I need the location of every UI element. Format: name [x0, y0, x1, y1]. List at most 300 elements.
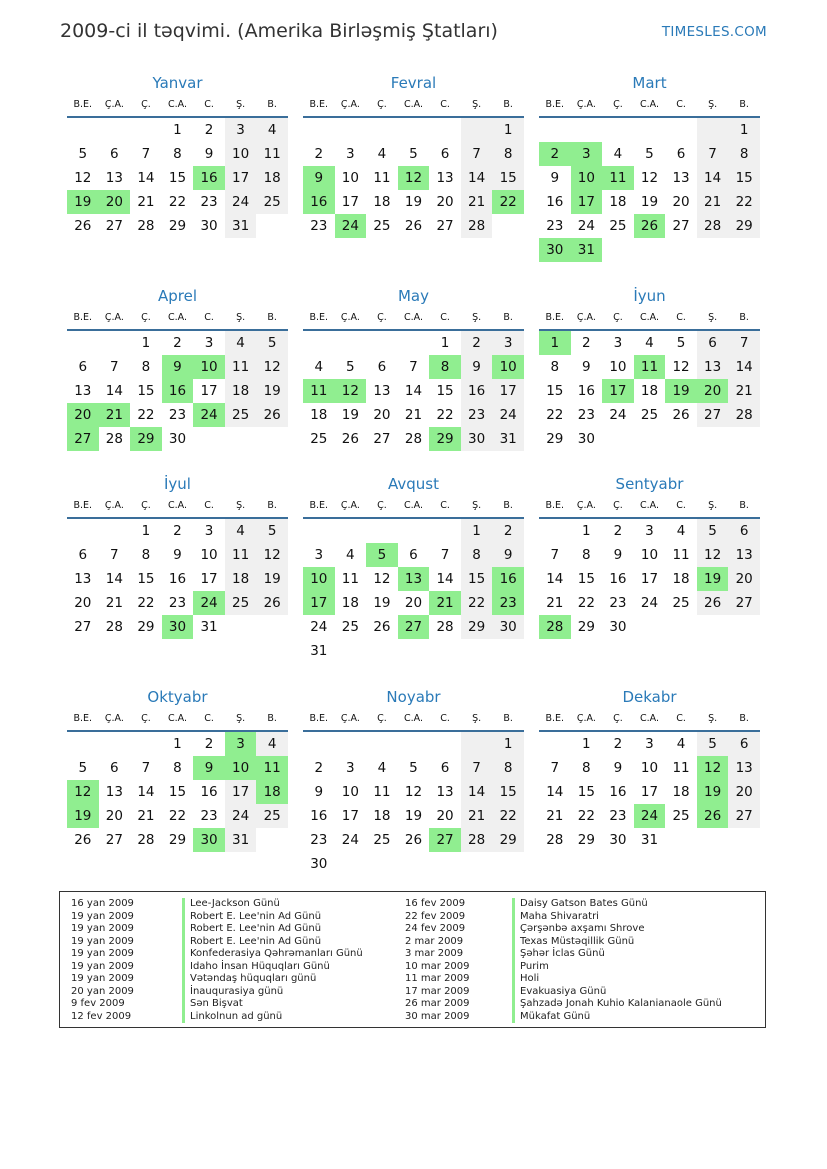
day-cell: 6	[377, 359, 387, 375]
day-cell: 4	[645, 335, 654, 351]
day-cell: 12	[404, 784, 423, 800]
day-cell: 1	[582, 736, 591, 752]
weekday-label: B.E.	[309, 500, 329, 511]
day-cell: 24	[310, 619, 328, 635]
day-cell: 26	[373, 619, 391, 635]
empty-cell	[335, 331, 367, 355]
day-cell: 12	[373, 571, 391, 587]
weekday-label: Ç.	[377, 713, 387, 724]
empty-cell	[429, 519, 461, 543]
holiday-day-cell: 19	[665, 379, 697, 403]
day-cell: 29	[137, 619, 155, 635]
day-cell: 8	[550, 359, 560, 375]
legend-holiday-name: Konfederasiya Qəhrəmanları Günü	[182, 948, 363, 961]
weekday-label: C.A.	[403, 99, 423, 110]
day-cell: 19	[640, 194, 659, 210]
legend-left-names	[182, 898, 363, 1023]
holiday-day-cell: 13	[398, 567, 430, 591]
weekday-label: B.	[267, 713, 277, 724]
month-name: Avqust	[388, 475, 439, 493]
day-cell: 3	[314, 547, 324, 563]
day-grid	[303, 118, 524, 238]
legend-holiday-date: 17 mar 2009	[405, 985, 470, 997]
day-cell: 25	[341, 619, 359, 635]
day-cell: 8	[141, 359, 151, 375]
weekday-header	[67, 708, 288, 732]
holiday-day-cell: 10	[303, 567, 335, 591]
weekday-label: B.	[503, 500, 513, 511]
day-cell: 30	[310, 856, 328, 872]
day-cell: 20	[436, 194, 454, 210]
weekday-label: Ç.	[613, 312, 623, 323]
weekday-label: B.E.	[73, 99, 93, 110]
day-cell: 31	[200, 619, 218, 635]
weekday-label: Ç.A.	[104, 312, 124, 323]
empty-cell	[571, 118, 603, 142]
day-cell: 5	[645, 146, 654, 162]
empty-cell	[99, 519, 131, 543]
weekday-label: Ç.	[613, 500, 623, 511]
legend-right-dates	[405, 898, 470, 1023]
day-cell: 11	[672, 547, 690, 563]
empty-cell	[398, 519, 430, 543]
month-name: Sentyabr	[615, 475, 684, 493]
day-cell: 3	[645, 736, 654, 752]
day-cell: 3	[613, 335, 623, 351]
day-cell: 18	[373, 808, 391, 824]
day-cell: 6	[676, 146, 686, 162]
holiday-day-cell: 9	[162, 355, 194, 379]
empty-cell	[67, 118, 99, 142]
weekday-label: Ş.	[472, 713, 482, 724]
day-cell: 7	[110, 359, 119, 375]
day-cell: 11	[341, 571, 359, 587]
day-cell: 7	[550, 547, 560, 563]
weekday-label: C.	[204, 500, 214, 511]
day-cell: 10	[640, 760, 659, 776]
holiday-day-cell: 22	[492, 190, 524, 214]
day-grid	[303, 732, 524, 876]
day-cell: 28	[461, 828, 493, 852]
day-cell: 16	[609, 784, 627, 800]
day-cell: 14	[105, 571, 123, 587]
empty-cell	[366, 118, 398, 142]
weekday-label: Ş.	[708, 99, 718, 110]
day-cell: 28	[105, 619, 123, 635]
weekday-label: B.	[267, 500, 277, 511]
weekday-label: Ç.A.	[104, 713, 124, 724]
day-cell: 9	[492, 543, 524, 567]
weekday-label: B.E.	[545, 500, 565, 511]
weekday-label: C.	[440, 713, 450, 724]
day-cell: 19	[373, 595, 391, 611]
day-cell: 23	[168, 595, 187, 611]
month-name: Aprel	[157, 287, 198, 305]
holiday-day-cell: 19	[697, 780, 729, 804]
legend-holiday-date: 24 fev 2009	[405, 923, 466, 934]
holiday-day-cell: 3	[225, 732, 257, 756]
day-cell: 5	[78, 760, 88, 776]
day-cell: 2	[314, 146, 324, 162]
legend-holiday-name: Vətəndaş hüquqları günü	[182, 973, 363, 986]
day-cell: 4	[676, 523, 686, 539]
day-cell: 11	[373, 170, 391, 186]
day-cell: 4	[225, 331, 257, 355]
day-cell: 19	[404, 808, 423, 824]
day-grid	[303, 519, 524, 663]
weekday-label: B.E.	[73, 312, 93, 323]
day-cell: 23	[609, 595, 627, 611]
month-name: Yanvar	[152, 74, 203, 92]
weekday-label: C.	[676, 99, 686, 110]
legend-holiday-date: 3 mar 2009	[405, 948, 464, 959]
day-grid	[303, 331, 524, 451]
day-cell: 24	[225, 804, 257, 828]
holiday-day-cell: 12	[67, 780, 99, 804]
day-cell: 4	[377, 760, 387, 776]
day-cell: 12	[74, 170, 92, 186]
weekday-label: C.	[204, 713, 214, 724]
empty-cell	[130, 118, 162, 142]
holiday-day-cell: 27	[398, 615, 430, 639]
legend-holiday-name: Purim	[512, 961, 722, 974]
day-cell: 2	[492, 519, 524, 543]
day-cell: 2	[173, 523, 182, 539]
empty-cell	[99, 331, 131, 355]
weekday-label: C.	[676, 713, 686, 724]
day-cell: 1	[492, 732, 524, 756]
day-cell: 25	[310, 431, 328, 447]
legend-holiday-name: Daisy Gatson Bates Günü	[512, 898, 722, 911]
day-cell: 20	[436, 808, 454, 824]
day-cell: 9	[550, 170, 560, 186]
month-4	[303, 285, 524, 451]
day-cell: 21	[461, 804, 493, 828]
day-cell: 8	[173, 760, 182, 776]
day-cell: 30	[577, 431, 595, 447]
day-cell: 9	[582, 359, 591, 375]
weekday-label: C.A.	[167, 99, 187, 110]
day-cell: 25	[672, 808, 690, 824]
day-cell: 24	[492, 403, 524, 427]
day-cell: 31	[492, 427, 524, 451]
day-cell: 15	[168, 784, 187, 800]
day-cell: 14	[546, 571, 564, 587]
day-cell: 27	[105, 832, 123, 848]
holiday-day-cell: 10	[492, 355, 524, 379]
legend-holiday-date: 16 fev 2009	[405, 898, 466, 909]
day-cell: 17	[341, 194, 359, 210]
day-cell: 13	[74, 383, 92, 399]
weekday-label: B.	[503, 312, 513, 323]
holiday-day-cell: 26	[634, 214, 666, 238]
month-name: May	[397, 287, 429, 305]
month-name: Fevral	[390, 74, 437, 92]
day-grid	[539, 519, 760, 639]
day-cell: 17	[640, 784, 659, 800]
day-cell: 6	[78, 547, 88, 563]
day-cell: 4	[225, 519, 257, 543]
holiday-day-cell: 21	[429, 591, 461, 615]
day-cell: 8	[141, 547, 151, 563]
legend-holiday-name: Maha Shivaratri	[512, 911, 722, 924]
empty-cell	[303, 732, 335, 756]
day-cell: 30	[461, 427, 493, 451]
day-cell: 23	[609, 808, 627, 824]
day-cell: 25	[256, 190, 288, 214]
day-cell: 12	[672, 359, 690, 375]
holiday-day-cell: 3	[571, 142, 603, 166]
legend-holiday-date: 19 yan 2009	[71, 960, 134, 972]
legend-holiday-date: 30 mar 2009	[405, 1010, 470, 1022]
day-cell: 5	[697, 519, 729, 543]
weekday-header	[303, 94, 524, 118]
day-cell: 22	[436, 407, 454, 423]
day-cell: 2	[204, 736, 214, 752]
weekday-header	[67, 307, 288, 331]
month-10	[303, 686, 524, 876]
day-cell: 26	[697, 591, 729, 615]
day-cell: 9	[314, 784, 324, 800]
day-cell: 25	[225, 591, 257, 615]
day-cell: 13	[105, 170, 123, 186]
day-grid	[539, 118, 760, 262]
day-cell: 15	[492, 780, 524, 804]
legend-holiday-name: Holi	[512, 973, 722, 986]
day-cell: 17	[225, 166, 257, 190]
holiday-day-cell: 27	[67, 427, 99, 451]
day-cell: 28	[404, 431, 423, 447]
day-cell: 1	[141, 335, 151, 351]
day-cell: 20	[74, 595, 92, 611]
day-cell: 1	[461, 519, 493, 543]
weekday-label: B.E.	[73, 713, 93, 724]
empty-cell	[366, 519, 398, 543]
day-cell: 18	[310, 407, 328, 423]
weekday-label: Ş.	[708, 312, 718, 323]
day-cell: 5	[409, 146, 418, 162]
day-cell: 24	[341, 832, 359, 848]
holiday-day-cell: 19	[697, 567, 729, 591]
weekday-label: Ç.	[377, 312, 387, 323]
day-cell: 4	[676, 736, 686, 752]
day-cell: 23	[310, 832, 328, 848]
legend-holiday-name: Mükafat Günü	[512, 1011, 722, 1024]
weekday-label: Ş.	[708, 713, 718, 724]
day-cell: 15	[728, 166, 760, 190]
empty-cell	[429, 118, 461, 142]
legend-holiday-date: 9 fev 2009	[71, 998, 125, 1009]
day-cell: 29	[492, 828, 524, 852]
day-cell: 1	[728, 118, 760, 142]
holiday-day-cell: 8	[429, 355, 461, 379]
day-cell: 2	[204, 122, 214, 138]
day-cell: 10	[200, 547, 218, 563]
day-cell: 6	[110, 760, 119, 776]
weekday-label: B.	[739, 99, 749, 110]
empty-cell	[366, 732, 398, 756]
day-cell: 27	[697, 403, 729, 427]
weekday-label: Ç.	[141, 713, 151, 724]
empty-cell	[366, 331, 398, 355]
day-cell: 17	[200, 383, 218, 399]
day-cell: 21	[461, 190, 493, 214]
day-cell: 9	[173, 547, 182, 563]
day-cell: 25	[373, 218, 391, 234]
day-cell: 21	[404, 407, 423, 423]
day-cell: 6	[110, 146, 119, 162]
day-grid	[67, 732, 288, 852]
day-cell: 28	[461, 214, 493, 238]
weekday-label: Ç.	[377, 500, 387, 511]
day-cell: 18	[672, 571, 690, 587]
day-cell: 29	[546, 431, 564, 447]
day-cell: 3	[225, 118, 257, 142]
day-cell: 18	[672, 784, 690, 800]
day-cell: 31	[640, 832, 659, 848]
day-cell: 10	[640, 547, 659, 563]
weekday-label: Ç.	[141, 500, 151, 511]
day-cell: 25	[256, 804, 288, 828]
day-cell: 19	[404, 194, 423, 210]
legend-holiday-date: 19 yan 2009	[71, 948, 134, 959]
weekday-label: C.	[440, 500, 450, 511]
day-cell: 23	[546, 218, 564, 234]
weekday-label: Ç.A.	[104, 500, 124, 511]
day-cell: 6	[697, 331, 729, 355]
day-cell: 22	[168, 808, 187, 824]
weekday-label: Ş.	[236, 500, 246, 511]
holiday-day-cell: 24	[634, 804, 666, 828]
page-title: 2009-ci il təqvimi. (Amerika Birləşmiş Ştatları)	[60, 20, 498, 42]
day-cell: 18	[256, 166, 288, 190]
weekday-label: Ç.A.	[340, 713, 360, 724]
day-cell: 19	[256, 567, 288, 591]
day-cell: 23	[310, 218, 328, 234]
day-cell: 2	[613, 523, 623, 539]
holiday-day-cell: 23	[492, 591, 524, 615]
legend-holiday-name: Sən Bişvat	[182, 998, 363, 1011]
day-cell: 23	[168, 407, 187, 423]
holiday-day-cell: 24	[193, 591, 225, 615]
day-cell: 3	[346, 146, 355, 162]
brand-link[interactable]: TIMESLES.COM	[661, 24, 767, 40]
holiday-day-cell: 30	[162, 615, 194, 639]
empty-cell	[398, 331, 430, 355]
month-2	[539, 72, 760, 262]
day-cell: 31	[310, 643, 328, 659]
empty-cell	[335, 732, 367, 756]
day-cell: 5	[697, 732, 729, 756]
weekday-label: B.	[739, 500, 749, 511]
holiday-day-cell: 12	[697, 756, 729, 780]
day-cell: 16	[609, 571, 627, 587]
weekday-label: Ç.	[141, 99, 151, 110]
day-cell: 19	[256, 379, 288, 403]
holiday-day-cell: 12	[398, 166, 430, 190]
day-cell: 14	[105, 383, 123, 399]
day-cell: 29	[461, 615, 493, 639]
day-cell: 12	[640, 170, 659, 186]
day-cell: 13	[436, 170, 454, 186]
day-cell: 1	[582, 523, 591, 539]
legend-holiday-name: Idaho İnsan Hüquqları Günü	[182, 961, 363, 974]
day-cell: 29	[168, 218, 187, 234]
holiday-day-cell: 11	[602, 166, 634, 190]
day-cell: 9	[613, 760, 623, 776]
day-cell: 4	[256, 732, 288, 756]
weekday-label: C.	[440, 312, 450, 323]
legend-holiday-date: 19 yan 2009	[71, 923, 134, 934]
day-cell: 5	[409, 760, 418, 776]
weekday-header	[303, 307, 524, 331]
day-cell: 3	[204, 523, 214, 539]
weekday-label: C.A.	[167, 713, 187, 724]
day-cell: 14	[404, 383, 423, 399]
holiday-day-cell: 11	[634, 355, 666, 379]
day-cell: 18	[225, 379, 257, 403]
weekday-label: B.E.	[545, 713, 565, 724]
holiday-day-cell: 11	[256, 756, 288, 780]
weekday-label: C.A.	[639, 99, 659, 110]
weekday-label: Ç.A.	[104, 99, 124, 110]
day-cell: 17	[225, 780, 257, 804]
day-cell: 3	[204, 335, 214, 351]
day-cell: 18	[341, 595, 359, 611]
weekday-label: B.	[739, 312, 749, 323]
day-cell: 15	[436, 383, 454, 399]
day-cell: 25	[609, 218, 627, 234]
day-cell: 29	[168, 832, 187, 848]
day-cell: 2	[613, 736, 623, 752]
day-cell: 4	[346, 547, 355, 563]
day-cell: 12	[256, 355, 288, 379]
month-row	[67, 72, 760, 262]
day-cell: 27	[672, 218, 690, 234]
day-cell: 13	[74, 571, 92, 587]
month-5	[539, 285, 760, 451]
holiday-day-cell: 16	[303, 190, 335, 214]
day-cell: 27	[728, 804, 760, 828]
day-cell: 22	[492, 804, 524, 828]
weekday-label: Ç.A.	[576, 99, 596, 110]
day-cell: 11	[225, 543, 257, 567]
empty-cell	[67, 331, 99, 355]
day-cell: 17	[341, 808, 359, 824]
empty-cell	[398, 732, 430, 756]
month-name: İyun	[633, 287, 666, 305]
month-6	[67, 473, 288, 663]
day-cell: 26	[672, 407, 690, 423]
day-cell: 22	[137, 595, 155, 611]
day-cell: 20	[672, 194, 690, 210]
weekday-label: C.	[676, 312, 686, 323]
weekday-label: C.	[676, 500, 686, 511]
day-cell: 5	[256, 331, 288, 355]
day-cell: 20	[373, 407, 391, 423]
day-cell: 15	[137, 383, 155, 399]
day-cell: 14	[137, 784, 155, 800]
weekday-label: C.	[440, 99, 450, 110]
weekday-label: Ç.A.	[340, 312, 360, 323]
weekday-label: C.A.	[167, 312, 187, 323]
day-cell: 17	[200, 571, 218, 587]
legend-holiday-name: İnauqurasiya günü	[182, 986, 363, 999]
day-cell: 9	[204, 146, 214, 162]
day-cell: 31	[225, 828, 257, 852]
day-cell: 16	[546, 194, 564, 210]
day-cell: 21	[546, 808, 564, 824]
